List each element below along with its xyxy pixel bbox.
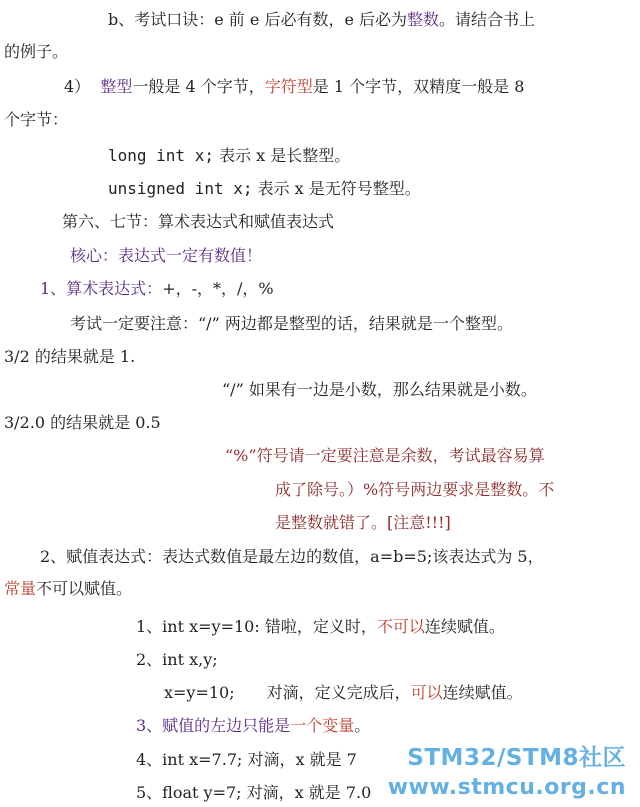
- mod-note-1: “%”符号请一定要注意是余数，考试最容易算: [225, 446, 545, 465]
- float-div-example: 3/2.0 的结果就是 0.5: [4, 413, 161, 432]
- highlight-variable: 一个变量: [290, 716, 355, 735]
- text: 不可以赋值。: [36, 579, 133, 598]
- arith-ops: +，-，*，/，%: [162, 279, 274, 298]
- mod-note-2: 成了除号。）%符号两边要求是整数。不: [275, 480, 555, 499]
- highlight-char-type: 字符型: [264, 77, 313, 96]
- text: 表示 x 是无符号整型。: [257, 179, 421, 198]
- long-int-line: [108, 146, 350, 165]
- assign-cont: [4, 579, 132, 598]
- assign-item-2b: [164, 683, 523, 702]
- assign-item-2: 2、int x,y;: [136, 650, 218, 669]
- type-size-cont: 个字节：: [4, 110, 69, 129]
- assign-item-3: [136, 716, 370, 735]
- type-size-line: [64, 77, 524, 96]
- text: 表示 x 是长整型。: [219, 146, 351, 165]
- arith-title: 1、算术表达式：: [40, 279, 163, 298]
- text: 3、赋值的左边只能是: [136, 716, 291, 735]
- text: x=y=10; 对滴，定义完成后，: [164, 683, 411, 702]
- text: 。请结合书上: [439, 10, 536, 29]
- assign-title: 2、赋值表达式：表达式数值是最左边的数值，a=b=5;该表达式为 5，: [40, 547, 544, 566]
- assign-item-5: 5、float y=7; 对滴，x 就是 7.0: [136, 783, 372, 802]
- text: 1、int x=y=10: 错啦，定义时，: [136, 617, 377, 636]
- highlight-int-type: 整型: [100, 77, 133, 96]
- watermark-title: STM32/STM8社区: [407, 745, 626, 771]
- text: 连续赋值。: [424, 617, 505, 636]
- text: 一般是 4 个字节，: [132, 77, 265, 96]
- assign-item-4: 4、int x=7.7; 对滴，x 就是 7: [136, 750, 357, 769]
- code: unsigned int x;: [108, 179, 253, 198]
- text: 连续赋值。: [442, 683, 523, 702]
- watermark-url: www.stmcu.org.cn: [387, 775, 626, 800]
- text: 。: [354, 716, 371, 735]
- float-div-note: “/” 如果有一边是小数，那么结果就是小数。: [222, 380, 537, 399]
- unsigned-int-line: [108, 179, 421, 198]
- text: b、考试口诀：e 前 e 后必有数，e 后必为: [108, 10, 407, 29]
- text: 是 1 个字节，双精度一般是 8: [312, 77, 525, 96]
- core-note: 核心：表达式一定有数值！: [70, 246, 263, 265]
- code: long int x;: [108, 146, 214, 165]
- highlight-constant: 常量: [4, 579, 37, 598]
- mod-note-3: 是整数就错了。[注意!!!]: [275, 513, 451, 532]
- div-note: 考试一定要注意：“/” 两边都是整型的话，结果就是一个整型。: [70, 314, 513, 333]
- rule-e-notation: [108, 10, 535, 29]
- rule-e-notation-cont: 的例子。: [4, 42, 69, 61]
- highlight-cannot: 不可以: [376, 617, 425, 636]
- assign-item-1: [136, 617, 505, 636]
- highlight-integer: 整数: [407, 10, 440, 29]
- arith-title-line: [40, 279, 274, 298]
- div-example: 3/2 的结果就是 1.: [4, 347, 136, 366]
- highlight-can: 可以: [410, 683, 443, 702]
- text: 4）: [64, 77, 91, 96]
- section-heading: 第六、七节：算术表达式和赋值表达式: [62, 212, 335, 231]
